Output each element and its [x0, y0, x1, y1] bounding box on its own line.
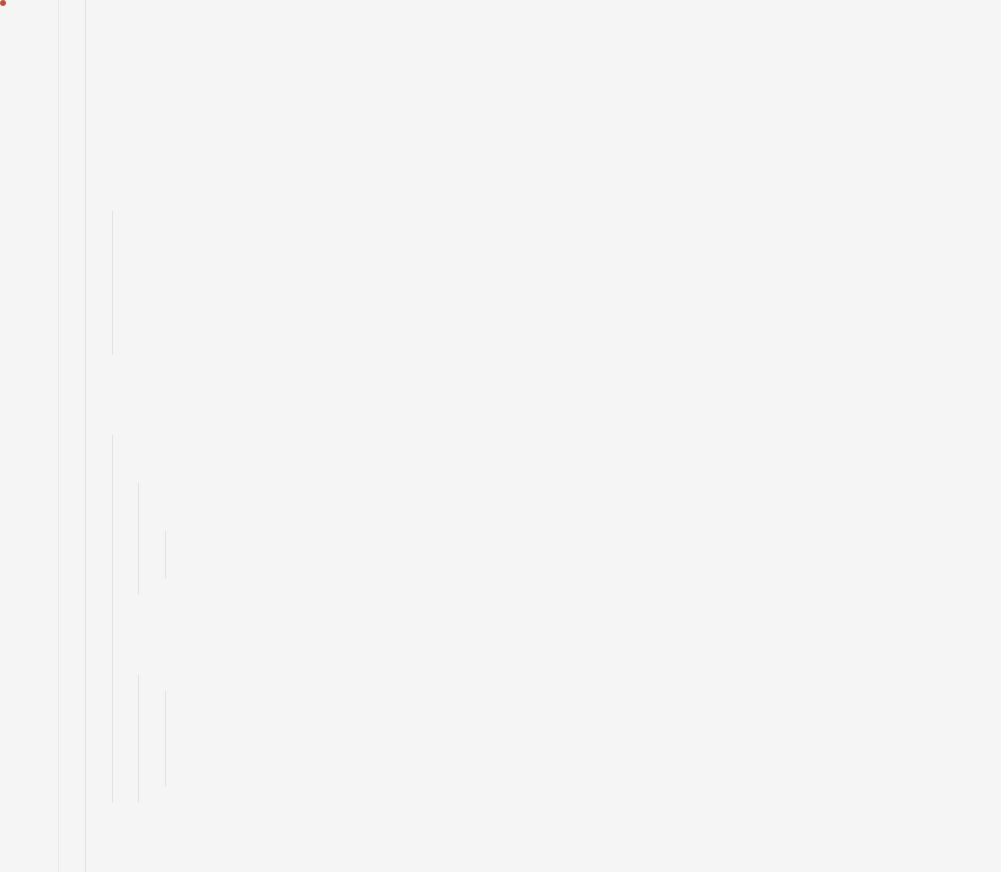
gutter-border [58, 0, 59, 872]
indent-guide [85, 0, 86, 872]
indent-guide [165, 531, 166, 579]
indent-guide [138, 483, 139, 595]
indent-guide [138, 675, 139, 803]
highlight-box [0, 0, 6, 6]
indent-guide [112, 211, 113, 355]
indent-guide [165, 691, 166, 787]
indent-guide [112, 435, 113, 803]
